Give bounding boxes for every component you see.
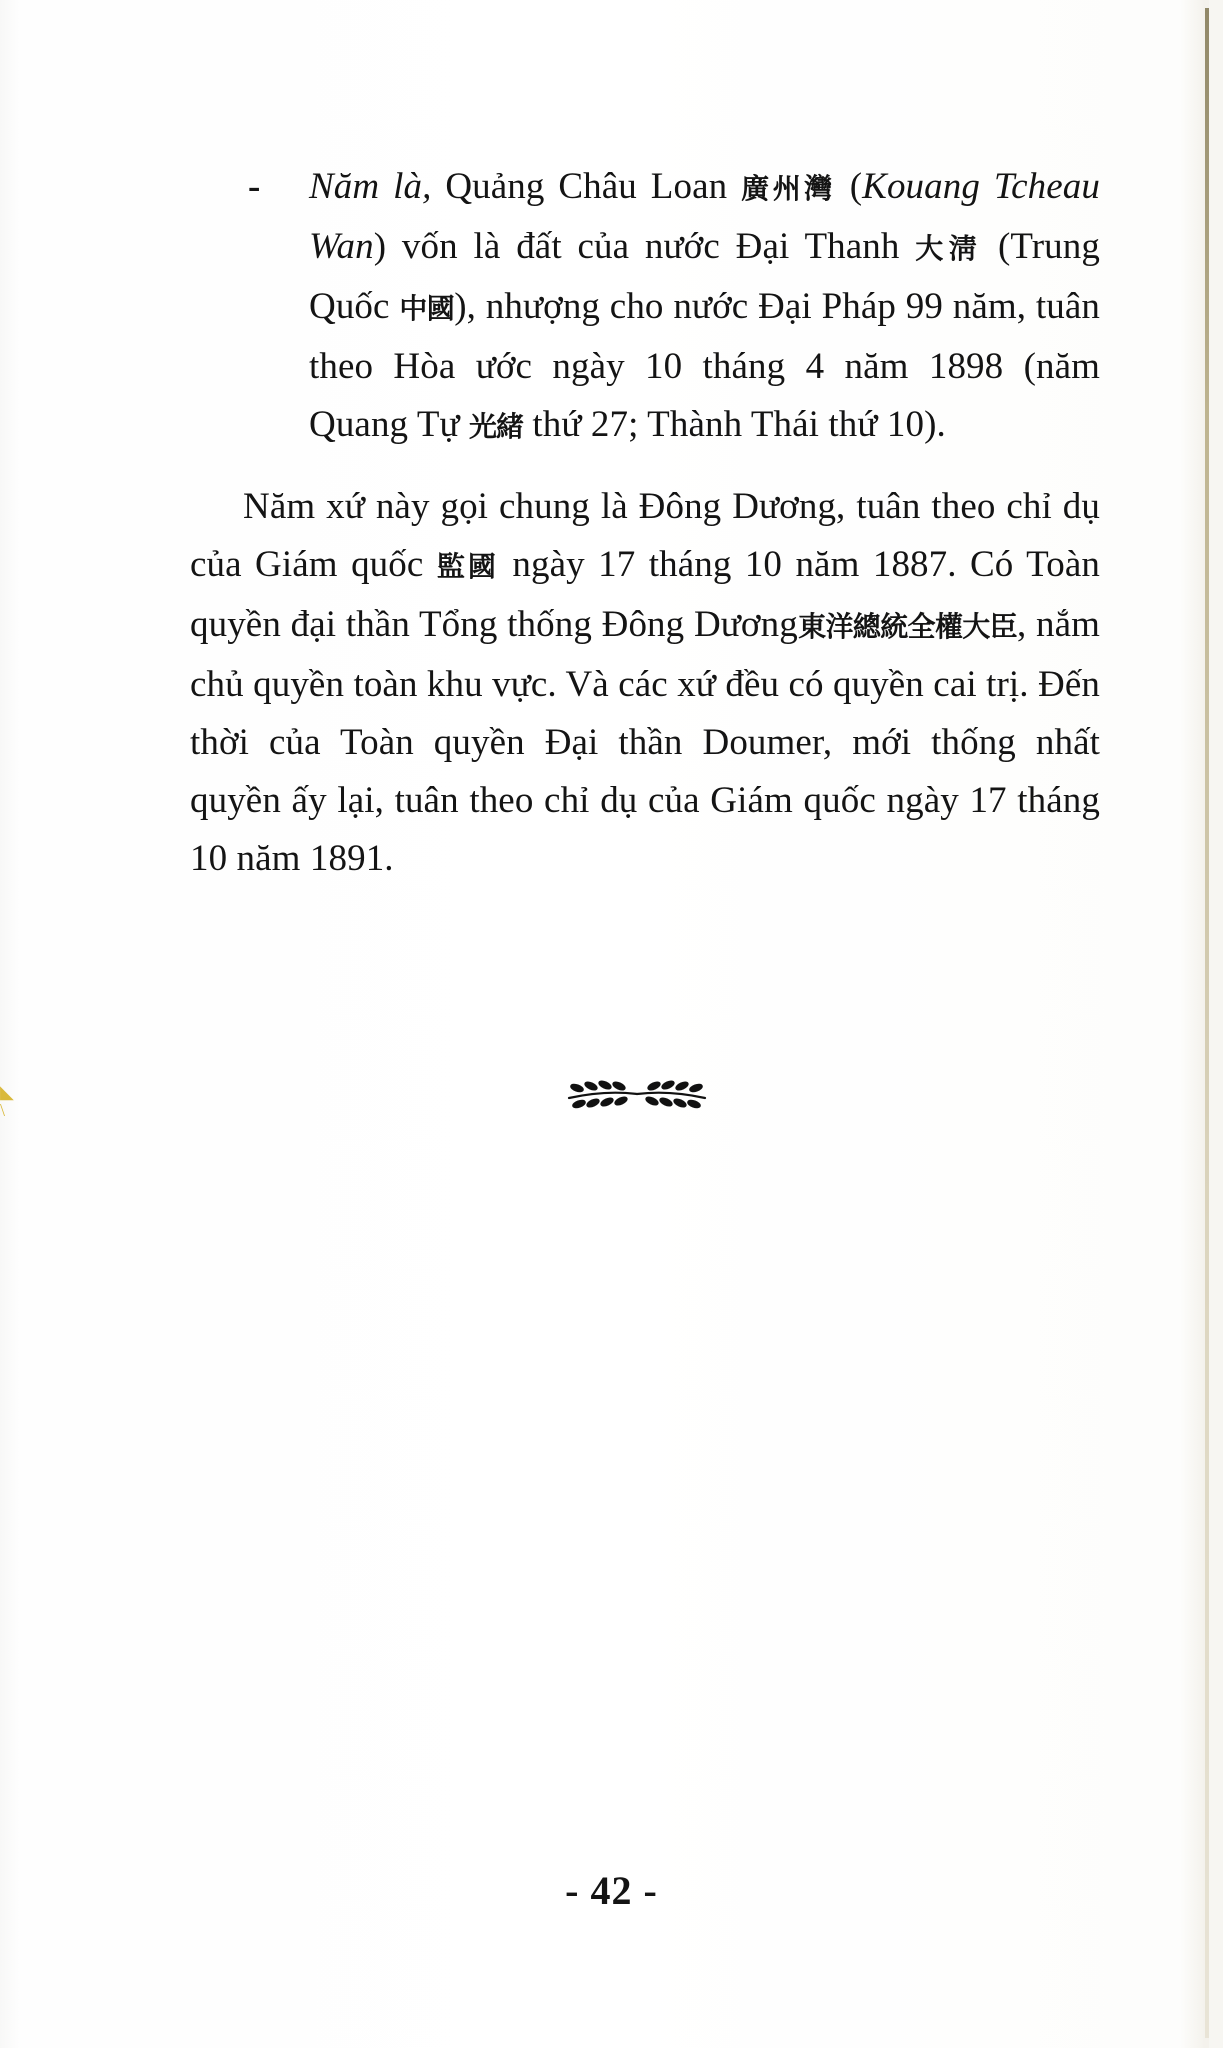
text-segment: thứ 27; Thành Thái thứ 10).	[523, 404, 946, 445]
han-characters: 監國	[436, 550, 499, 583]
text-segment: ngày 17 tháng 10 năm 1887. Có Toàn quyền đại thần Tổng thống Đông Dương	[190, 544, 1100, 645]
han-characters: 光緒	[469, 410, 524, 443]
body-paragraph	[190, 478, 1100, 888]
han-characters: 東洋總統全權大臣	[797, 610, 1017, 643]
leaf-vine-divider-icon	[565, 1078, 710, 1110]
text-segment: , nắm chủ quyền toàn khu vực. Và các xứ đều có quyền cai trị. Đến thời của Toàn quyền Đại thần Doumer, mới thống nhất quyền ấy lại, tuân theo chỉ dụ của Giám quốc ngày 17 tháng 10 năm 1891.	[190, 604, 1100, 879]
list-item-fifth-territory	[190, 158, 1100, 456]
page-content	[190, 158, 1100, 925]
scan-mark-icon: ◣ \	[0, 1082, 14, 1120]
han-characters: 大淸	[915, 232, 983, 265]
han-characters: 廣州灣	[741, 172, 836, 205]
text-segment: (	[835, 166, 863, 207]
text-segment: ), nhượng cho nước Đại Pháp 99 năm, tuân theo Hòa ước ngày 10 tháng 4 năm 1898 (năm Quang Tự	[309, 286, 1100, 445]
text-segment: Năm xứ này gọi chung là Đông Dương, tuân theo chỉ dụ của Giám quốc	[190, 486, 1100, 585]
bullet-text	[309, 158, 1100, 456]
text-segment: Kouang Tcheau Wan	[309, 166, 1100, 267]
text-segment: Quảng Châu Loan	[431, 166, 742, 207]
page-edge-shadow	[1205, 8, 1209, 2038]
page-number: - 42 -	[565, 1868, 658, 1913]
text-segment: ) vốn là đất của nước Đại Thanh	[373, 226, 916, 267]
text-segment: Năm là,	[309, 166, 432, 207]
bullet-dash: -	[248, 166, 261, 207]
han-characters: 中國	[399, 292, 455, 325]
page-margin-right	[1209, 0, 1223, 2048]
text-segment: (Trung Quốc	[309, 226, 1100, 327]
